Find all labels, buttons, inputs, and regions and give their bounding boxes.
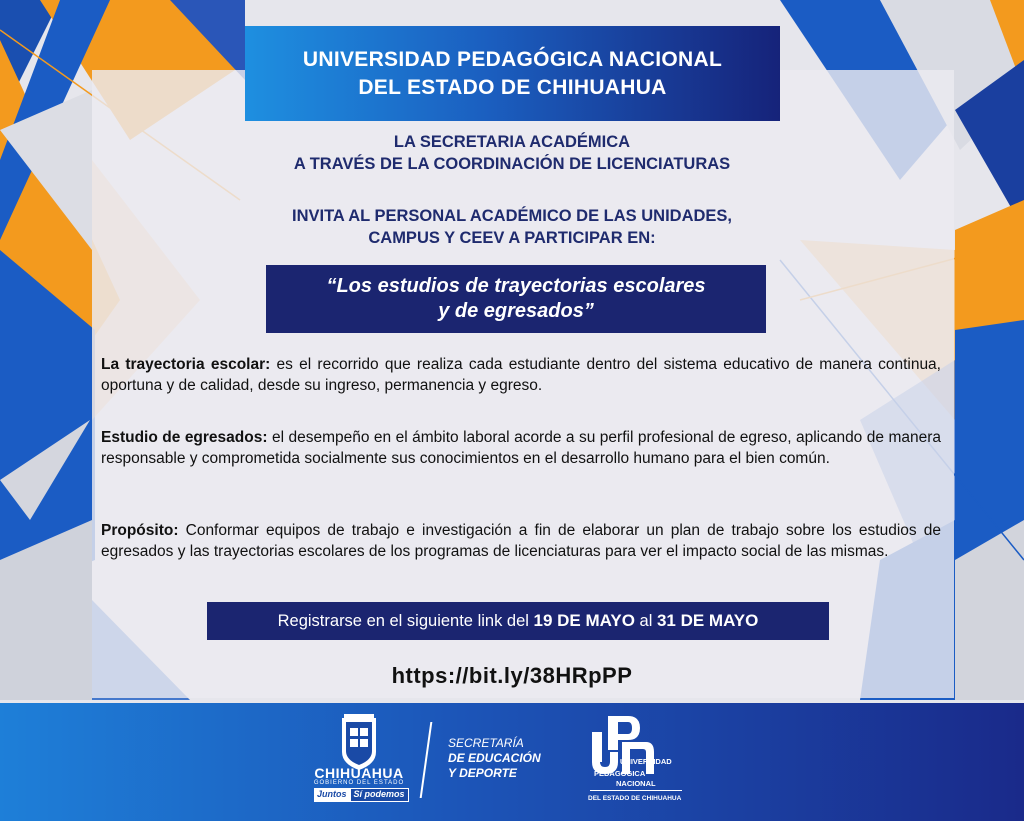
sep-logo-text (448, 736, 541, 781)
upn-underline (590, 790, 682, 791)
university-title-box (245, 26, 780, 121)
chihuahua-government-label: GOBIERNO DEL ESTADO (313, 780, 405, 786)
organizers-line1: LA SECRETARIA ACADÉMICA (393, 133, 631, 151)
paragraph-proposito (101, 521, 941, 562)
registration-start-date: 19 DE MAYO (533, 611, 635, 630)
registration-end-date: 31 DE MAYO (656, 611, 759, 630)
upn-line2: PEDAGÓGICA (594, 769, 646, 778)
event-title-line2: y de egresados” (438, 300, 594, 322)
invitation-line2: CAMPUS Y CEEV A PARTICIPAR EN: (368, 229, 656, 247)
invitation-heading (0, 205, 1024, 249)
slogan-part-b: Sí podemos (350, 788, 409, 802)
registration-link[interactable]: https://bit.ly/38HRpPP (391, 663, 633, 688)
upn-line1: UNIVERSIDAD (620, 757, 672, 766)
sep-line1: SECRETARÍA (448, 736, 524, 750)
registration-prefix: Registrarse en el siguiente link del (277, 611, 534, 630)
paragraph-trayectoria (101, 355, 941, 396)
university-title-line1: UNIVERSIDAD PEDAGÓGICA NACIONAL (302, 47, 723, 71)
paragraph-text: Conformar equipos de trabajo e investigación a fin de elaborar un plan de trabajo sobre los estudios de egresados y las trayectorias escolares de los programas de licenciaturas para ver el impacto social de las mismas. (101, 522, 941, 560)
chihuahua-slogan (314, 788, 412, 802)
paragraph-text: es el recorrido que realiza cada estudiante dentro del sistema educativo de manera continua, oportuna y de calidad, desde su ingreso, permanencia y egreso. (101, 356, 941, 394)
paragraph-egresados (101, 428, 941, 469)
paragraph-term: La trayectoria escolar: (101, 356, 271, 373)
slogan-part-a: Juntos (314, 788, 350, 802)
registration-middle: al (634, 611, 657, 630)
event-title-line1: “Los estudios de trayectorias escolares (326, 275, 706, 297)
paragraph-text: el desempeño en el ámbito laboral acorde a su perfil profesional de egreso, aplicando de manera responsable y comprometida socialmente sus conocimientos en el desarrollo humano para el bien común. (101, 429, 941, 467)
invitation-line1: INVITA AL PERSONAL ACADÉMICO DE LAS UNIDADES, (291, 207, 733, 225)
chihuahua-name: CHIHUAHUA (314, 765, 404, 781)
organizers-line2: A TRAVÉS DE LA COORDINACIÓN DE LICENCIATURAS (293, 155, 731, 173)
event-title-box (266, 265, 766, 333)
sep-line3: Y DEPORTE (448, 766, 517, 780)
paragraph-term: Estudio de egresados: (101, 429, 268, 446)
organizers-heading (0, 131, 1024, 175)
paragraph-term: Propósito: (101, 522, 179, 539)
sep-line2: DE EDUCACIÓN (448, 751, 541, 765)
upn-line3: NACIONAL (616, 779, 656, 788)
upn-state-label: DEL ESTADO DE CHIHUAHUA (588, 795, 682, 802)
university-title-line2: DEL ESTADO DE CHIHUAHUA (358, 75, 667, 99)
registration-banner (207, 602, 829, 640)
